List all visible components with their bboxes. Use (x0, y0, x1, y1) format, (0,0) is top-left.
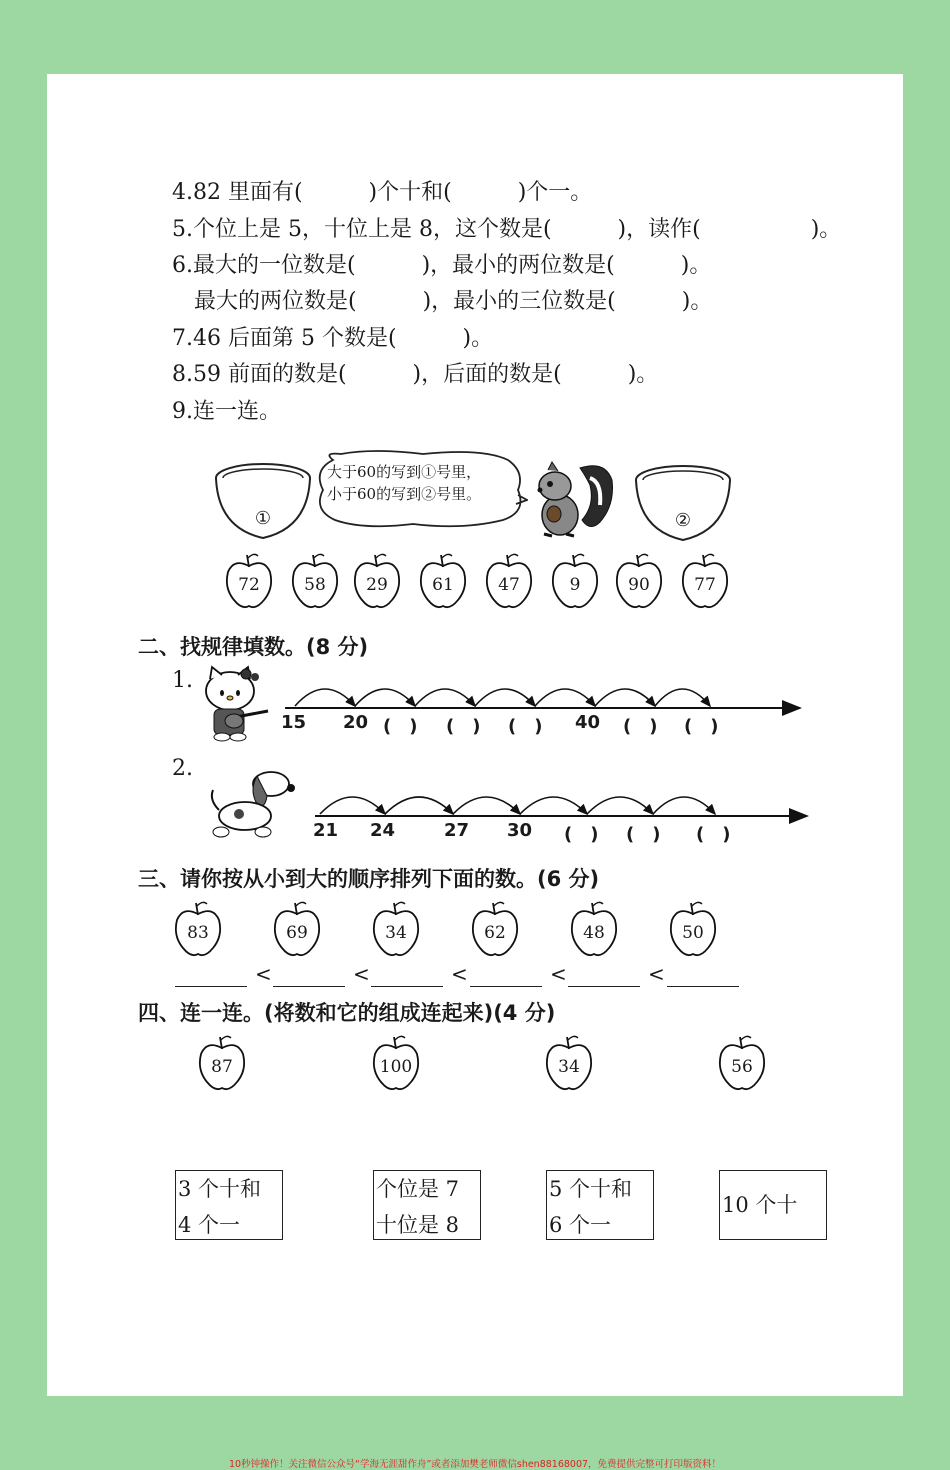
s3-apple-2 (371, 900, 421, 958)
q9-apple-3 (418, 552, 468, 610)
tick-label[interactable]: ( ) (696, 824, 731, 845)
q9-apple-7 (680, 552, 730, 610)
less-than-sign: < (353, 962, 370, 986)
jump-arc (535, 689, 595, 706)
answer-blank-3[interactable] (470, 966, 542, 987)
bowl-1-label: ① (254, 508, 272, 529)
q9-apple-6 (614, 552, 664, 610)
tick-label: 15 (281, 712, 307, 733)
section-2-title: 二、找规律填数。(8 分) (138, 635, 369, 659)
apple-number: 62 (484, 923, 506, 943)
box-4-line-1: 10 个十 (722, 1193, 798, 1217)
number-line-1 (285, 689, 800, 708)
tick-label[interactable]: ( ) (684, 716, 719, 737)
tick-label[interactable]: ( ) (508, 716, 543, 737)
composition-box-1 (175, 1170, 283, 1240)
tick-label[interactable]: ( ) (564, 824, 599, 845)
q9-apple-1 (290, 552, 340, 610)
jump-arc (655, 689, 710, 706)
s3-apple-4 (569, 900, 619, 958)
apple-number: 58 (304, 575, 326, 595)
less-than-sign: < (255, 962, 272, 986)
apple-number: 50 (682, 923, 704, 943)
tick-label: 21 (313, 820, 339, 841)
jump-arc (587, 797, 653, 814)
question-9: 9.连一连。 (172, 399, 281, 424)
answer-blank-4[interactable] (568, 966, 640, 987)
answer-blank-5[interactable] (667, 966, 739, 987)
jump-arc (653, 797, 715, 814)
tick-label: 30 (507, 820, 533, 841)
footer-notice: 10秒钟操作！关注微信公众号“学海无涯甜作舟”或者添加樊老师微信shen88168007，免费提供完整可打印版资料！ (228, 1459, 722, 1470)
s4-apple-3 (717, 1034, 767, 1092)
s3-apple-3 (470, 900, 520, 958)
tick-label[interactable]: ( ) (623, 716, 658, 737)
hello-kitty-illustration (200, 665, 272, 743)
question-6a: 6.最大的一位数是( )，最小的两位数是( )。 (172, 253, 712, 278)
box-3-line-1: 5 个十和 (549, 1177, 633, 1201)
less-than-sign: < (648, 962, 665, 986)
jump-arc (385, 797, 453, 814)
apple-number: 69 (286, 923, 308, 943)
q9-apple-2 (352, 552, 402, 610)
apple-number: 48 (583, 923, 605, 943)
s4-apple-0 (197, 1034, 247, 1092)
bowl-2-label: ② (674, 510, 692, 531)
apple-number: 83 (187, 923, 209, 943)
tick-label: 20 (343, 712, 369, 733)
apple-number: 47 (498, 575, 520, 595)
apple-number: 9 (569, 575, 581, 595)
s4-apple-1 (371, 1034, 421, 1092)
answer-blank-1[interactable] (273, 966, 345, 987)
apple-number: 87 (211, 1057, 233, 1077)
bubble-line-1: 大于60的写到①号里， (327, 463, 482, 481)
less-than-sign: < (451, 962, 468, 986)
jump-arc (295, 689, 355, 706)
less-than-sign: < (550, 962, 567, 986)
tick-label: 40 (575, 712, 601, 733)
apple-number: 100 (379, 1057, 413, 1077)
q9-apple-0 (224, 552, 274, 610)
number-line-2 (315, 797, 807, 816)
composition-box-4 (719, 1170, 827, 1240)
box-3-line-2: 6 个一 (549, 1213, 612, 1237)
apple-number: 61 (432, 575, 454, 595)
answer-blank-0[interactable] (175, 966, 247, 987)
apple-number: 34 (558, 1057, 580, 1077)
apple-number: 90 (628, 575, 650, 595)
apple-number: 56 (731, 1057, 753, 1077)
apple-number: 34 (385, 923, 407, 943)
question-4: 4.82 里面有( )个十和( )个一。 (172, 180, 593, 205)
jump-arc (595, 689, 655, 706)
question-8: 8.59 前面的数是( )，后面的数是( )。 (172, 362, 659, 387)
tick-label: 27 (444, 820, 470, 841)
tick-label[interactable]: ( ) (446, 716, 481, 737)
row-2-label: 2. (172, 756, 193, 781)
s4-apple-2 (544, 1034, 594, 1092)
q9-apple-4 (484, 552, 534, 610)
composition-box-2 (373, 1170, 481, 1240)
jump-arc (415, 689, 475, 706)
jump-arc (320, 797, 385, 814)
box-1-line-1: 3 个十和 (178, 1177, 262, 1201)
bowl-1 (213, 458, 313, 542)
jump-arc (520, 797, 587, 814)
question-6b: 最大的两位数是( )，最小的三位数是( )。 (172, 289, 713, 314)
s3-apple-1 (272, 900, 322, 958)
row-1-label: 1. (172, 668, 193, 693)
section-4-title: 四、连一连。(将数和它的组成连起来)(4 分) (138, 1001, 556, 1025)
apple-number: 72 (238, 575, 260, 595)
squirrel-illustration (530, 460, 615, 540)
composition-box-3 (546, 1170, 654, 1240)
bowl-2 (633, 460, 733, 544)
q9-apple-5 (550, 552, 600, 610)
tick-label[interactable]: ( ) (626, 824, 661, 845)
jump-arc (453, 797, 520, 814)
jump-arc (475, 689, 535, 706)
box-2-line-2: 十位是 8 (376, 1213, 460, 1237)
s3-apple-5 (668, 900, 718, 958)
box-2-line-1: 个位是 7 (376, 1177, 460, 1201)
bubble-line-2: 小于60的写到②号里。 (327, 485, 482, 503)
box-1-line-2: 4 个一 (178, 1213, 241, 1237)
question-5: 5.个位上是 5，十位上是 8，这个数是( )，读作( )。 (172, 217, 842, 242)
s3-apple-0 (173, 900, 223, 958)
apple-number: 29 (366, 575, 388, 595)
answer-blank-2[interactable] (371, 966, 443, 987)
speech-bubble (313, 450, 528, 532)
tick-label[interactable]: ( ) (383, 716, 418, 737)
question-7: 7.46 后面第 5 个数是( )。 (172, 326, 494, 351)
section-3-title: 三、请你按从小到大的顺序排列下面的数。(6 分) (138, 867, 600, 891)
apple-number: 77 (694, 575, 716, 595)
tick-label: 24 (370, 820, 396, 841)
jump-arc (355, 689, 415, 706)
